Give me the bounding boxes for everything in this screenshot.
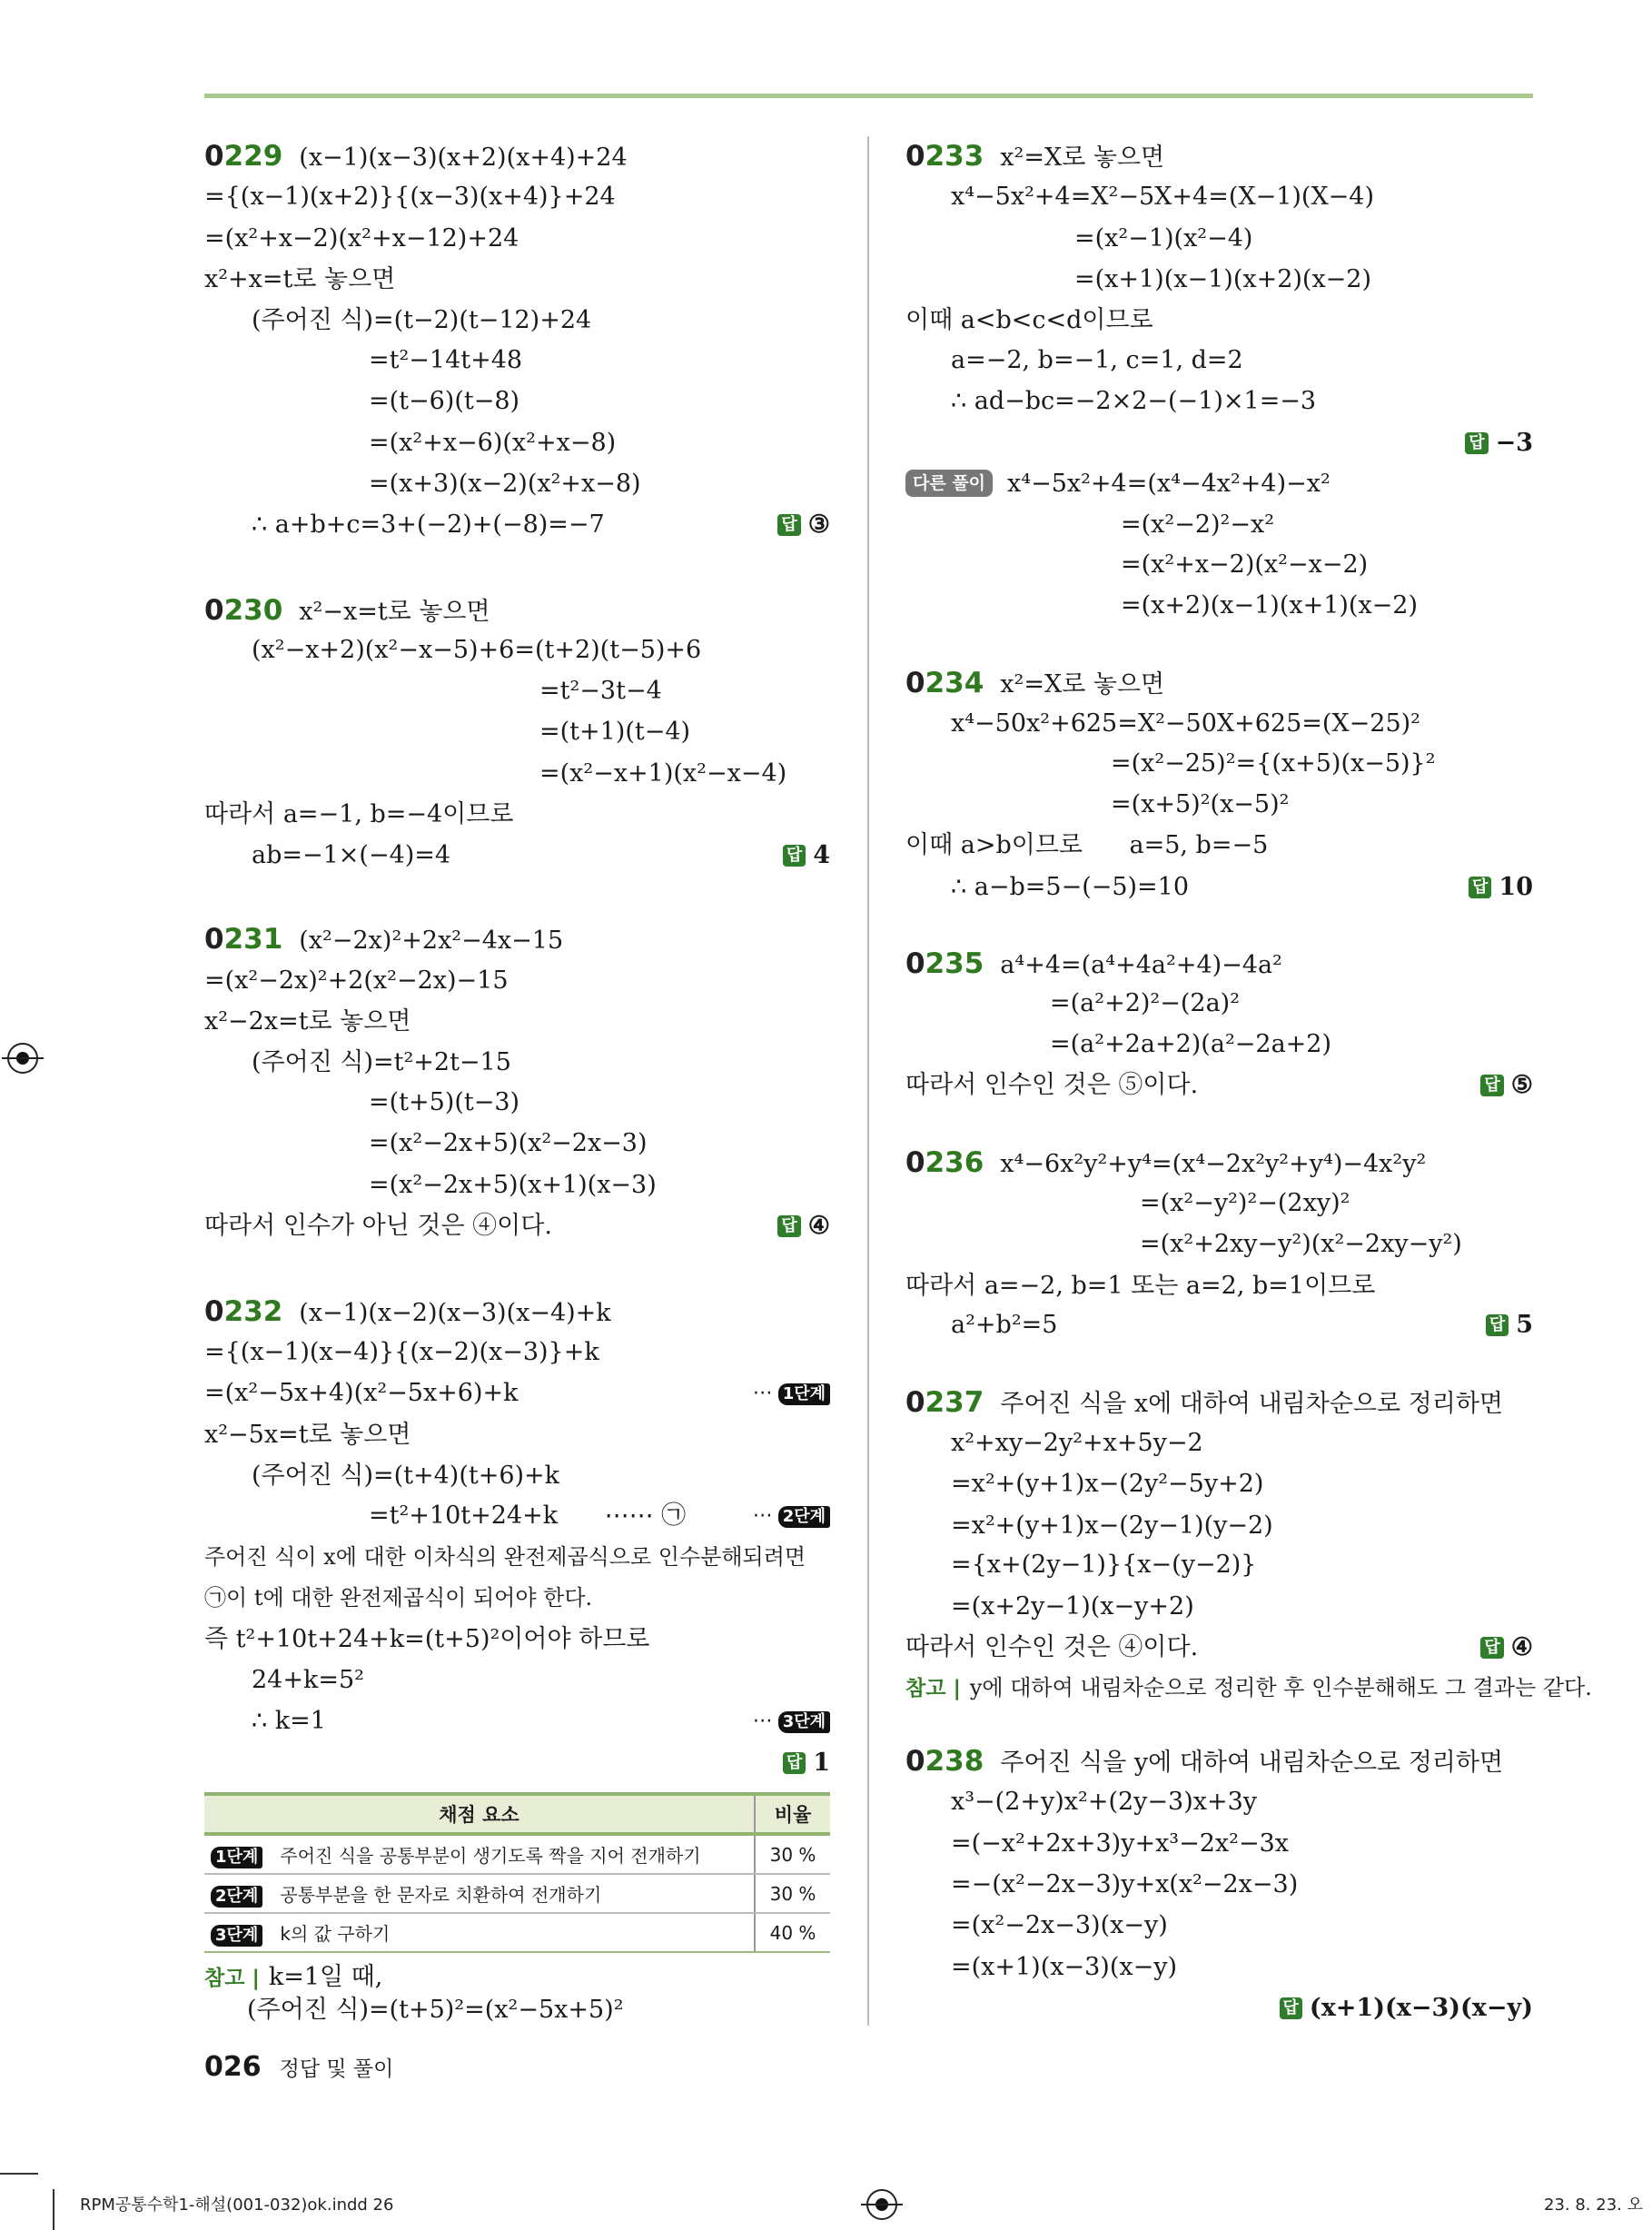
step-marker [753,1496,830,1536]
answer-badge: 답 [1480,1075,1503,1096]
line-text: =(x²−x+1)(x²−x−4) [539,759,787,788]
line-text: =(x+1)(x−1)(x+2)(x−2) [1074,265,1372,293]
line-text: =(x²−5x+4)(x²−5x+6)+k [204,1379,519,1407]
line-text: x²=X로 놓으면 [1000,670,1165,699]
solution-line [951,382,1316,421]
line-text: =(x²+x−2)(x²−x−2) [1121,550,1369,579]
solution-line [951,1865,1298,1905]
line-text: =(t+5)(t−3) [369,1088,520,1116]
line-text: a⁴+4=(a⁴+4a²+4)−4a² [1000,951,1282,979]
solution-line [204,1373,519,1413]
line-text: 24+k=5² [252,1666,364,1694]
solution-line [369,1165,657,1205]
solution-line [1140,1224,1462,1264]
line-text: =−(x²−2x−3)y+x(x²−2x−3) [951,1870,1299,1898]
line-text: =(x+2)(x−1)(x+1)(x−2) [1121,591,1419,619]
crop-mark [53,2189,54,2230]
step-badge: 2단계 [778,1506,830,1528]
solution-line [1121,545,1368,585]
line-text: =t²−14t+48 [369,346,523,374]
line-text: 따라서 인수가 아닌 것은 ④이다. [204,1212,552,1240]
solution-line [905,826,1268,866]
solution-line [252,1043,511,1083]
line-text: x²=X로 놓으면 [1000,144,1165,172]
solution-line [252,505,605,545]
line-text: =x²+(y+1)x−(2y²−5y+2) [951,1470,1264,1498]
problem-0231 [204,919,563,961]
solution-line [252,1660,364,1700]
line-text: a²+b²=5 [951,1311,1058,1339]
step-marker [753,1701,830,1741]
ratio-cell: 40 % [755,1913,830,1952]
solution-line [539,712,690,752]
answer-value: 5 [1516,1311,1533,1339]
step-badge: 3단계 [778,1711,830,1733]
line-text: ∴ a+b+c=3+(−2)+(−8)=−7 [252,510,605,539]
line-text: ∴ k=1 [252,1707,326,1735]
line-text: (x−1)(x−2)(x−3)(x−4)+k [299,1299,611,1327]
solution-line [905,1266,1375,1306]
line-text: k=1일 때, [268,1963,383,1991]
line-text: ∴ ad−bc=−2×2−(−1)×1=−3 [951,387,1317,415]
line-text: x²+xy−2y²+x+5y−2 [951,1429,1203,1457]
line-text: =(a²+2a+2)(a²−2a+2) [1050,1030,1331,1058]
solution-line [539,671,662,711]
answer-value: 4 [813,841,830,869]
slug-date: 23. 8. 23. 오 [1544,2195,1643,2215]
line-text: (x−1)(x−3)(x+2)(x+4)+24 [299,144,628,172]
line-text: x²−x=t로 놓으면 [299,598,490,626]
line-text: =(x+5)²(x−5)² [1111,790,1290,818]
solution-line [905,1628,1198,1668]
solution-line [1074,260,1371,300]
header-ratio: 비율 [755,1794,830,1834]
solution-line [951,1587,1194,1627]
criteria-text: k의 값 구하기 [280,1922,391,1945]
line-text: =(x+1)(x−3)(x−y) [951,1953,1177,1981]
problem-0234 [905,663,1164,705]
answer [1480,1628,1533,1668]
line-text: =(x²−y²)²−(2xy)² [1140,1189,1350,1217]
solution-line [204,1206,552,1246]
answer [1465,423,1533,463]
scoring-table [204,1792,830,1953]
step-badge: 3단계 [211,1925,262,1947]
line-text: =(a²+2)²−(2a)² [1050,989,1241,1017]
answer [1480,1065,1533,1105]
top-rule [204,94,1533,98]
line-text: =(x²−2x+5)(x²−2x−3) [369,1129,648,1157]
solution-line [1111,785,1289,825]
line-text: =(x+3)(x−2)(x²+x−8) [369,470,641,498]
line-text: 즉 t²+10t+24+k=(t+5)²이어야 하므로 [204,1625,650,1653]
solution-line [951,1948,1177,1987]
line-text: ∴ a−b=5−(−5)=10 [951,873,1190,901]
ratio-cell: 30 % [755,1874,830,1913]
solution-line [951,1906,1168,1946]
solution-line [951,341,1243,381]
solution-line [204,1333,599,1373]
answer-value: 10 [1499,873,1533,901]
criteria-text: 주어진 식을 공통부분이 생기도록 짝을 지어 전개하기 [280,1844,701,1867]
problem-number: 0229 [204,140,283,173]
table-row [204,1834,830,1874]
line-text: =t²−3t−4 [539,677,662,705]
answer [783,1743,830,1783]
line-text: a=−2, b=−1, c=1, d=2 [951,346,1243,374]
step-badge: 2단계 [211,1886,262,1908]
solution-line [204,260,395,300]
step-badge: 1단계 [211,1847,262,1868]
line-text: =(x²+2xy−y²)(x²−2xy−y²) [1140,1230,1462,1258]
solution-line [204,961,509,1001]
line-text: 주어진 식을 y에 대하여 내림차순으로 정리하면 [1000,1749,1504,1777]
header-criteria: 채점 요소 [204,1794,755,1834]
line-text: x⁴−5x²+4=(x⁴−4x²+4)−x² [1007,470,1331,498]
line-text: x²+x=t로 놓으면 [204,265,396,293]
answer [1280,1988,1533,2028]
solution-line [951,1545,1256,1585]
crop-mark [0,2173,38,2175]
solution-line [951,1782,1257,1822]
line-text: x²−5x=t로 놓으면 [204,1421,411,1449]
solution-line [204,795,513,835]
step-marker [753,1373,830,1413]
solution-line [369,341,522,381]
solution-line [951,177,1374,217]
problem-number: 0234 [905,667,984,699]
registration-mark-icon [866,2189,897,2220]
line-text: ={x+(2y−1)}{x−(y−2)} [951,1551,1257,1579]
line-text: (주어진 식)=(t+5)²=(x²−5x+5)² [247,1996,624,2024]
solution-line [951,1423,1203,1463]
answer [777,1206,830,1246]
line-text: 주어진 식이 x에 대한 이차식의 완전제곱식으로 인수분해되려면 [204,1544,806,1570]
answer-badge: 답 [1465,432,1488,454]
solution-line [204,177,616,217]
solution-line [1121,586,1418,626]
line-text: =(t−6)(t−8) [369,387,520,415]
answer-badge: 답 [1480,1637,1503,1659]
answer [777,505,830,545]
line-text: 이때 a>b이므로 a=5, b=−5 [905,831,1269,859]
answer-value: ④ [807,1212,830,1240]
solution-line [1074,219,1252,259]
solution-line [1140,1184,1350,1224]
answer-value: −3 [1495,429,1533,457]
solution-line [369,464,641,504]
line-text: =x²+(y+1)x−(2y−1)(y−2) [951,1511,1273,1540]
solution-line [951,1506,1273,1546]
note-label: 참고 | [204,1967,260,1990]
section-title: 정답 및 풀이 [279,2057,394,2081]
solution-line [905,1065,1198,1105]
solution-line [369,1496,686,1536]
answer-value: 1 [813,1749,830,1777]
solution-line [252,1456,559,1496]
line-text: (x²−2x)²+2x²−4x−15 [299,927,564,955]
line-text: x⁴−50x²+625=X²−50X+625=(X−25)² [951,709,1420,738]
line-text: =(x²−2x−3)(x−y) [951,1911,1168,1939]
line-text: =(x²+x−2)(x²+x−12)+24 [204,224,519,253]
note-label: 참고 | [905,1677,961,1700]
solution-line [905,301,1153,341]
registration-mark-icon [7,1043,38,1074]
solution-line [369,1083,519,1123]
table-row [204,1874,830,1913]
solution-line [1121,505,1274,545]
problem-0237 [905,1383,1503,1424]
answer-badge: 답 [1280,1997,1302,2019]
problem-0236 [905,1143,1426,1184]
line-text: 이때 a<b<c<d이므로 [905,306,1153,334]
line-text: =(−x²+2x+3)y+x³−2x²−3x [951,1829,1290,1858]
problem-0238 [905,1741,1503,1783]
line-text: ㉠이 t에 대한 완전제곱식이 되어야 한다. [204,1585,593,1611]
solution-line [204,1620,649,1660]
answer [1486,1305,1533,1345]
solution-line [369,423,616,463]
solution-line [905,1668,1592,1709]
solution-line [204,1537,806,1577]
solution-line [204,219,519,259]
answer-value: ③ [807,510,830,539]
solution-line [204,1578,592,1618]
solution-line [951,1464,1263,1504]
criteria-text: 공통부분을 한 문자로 치환하여 전개하기 [280,1883,602,1906]
solution-line [1111,744,1436,784]
line-text: 따라서 a=−1, b=−4이므로 [204,800,514,828]
solution-line [247,1990,624,2030]
answer-value: ⑤ [1510,1071,1533,1099]
problem-number: 0233 [905,140,984,173]
line-text: =t²+10t+24+k ⋯⋯ ㉠ [369,1502,687,1530]
step-badge: 1단계 [778,1383,830,1405]
line-text: =(x+2y−1)(x−y+2) [951,1592,1194,1620]
solution-line [1050,984,1240,1024]
ratio-cell: 30 % [755,1834,830,1874]
solution-line [951,1824,1289,1864]
solution-line [951,867,1189,907]
answer-badge: 답 [777,1215,800,1237]
answer-value: (x+1)(x−3)(x−y) [1309,1994,1533,2022]
line-text: =(x²+x−6)(x²+x−8) [369,429,617,457]
problem-0230 [204,590,490,632]
line-text: 주어진 식을 x에 대하여 내림차순으로 정리하면 [1000,1390,1503,1418]
solution-line [204,1002,411,1042]
answer [1469,867,1533,907]
line-text: x⁴−6x²y²+y⁴=(x⁴−2x²y²+y⁴)−4x²y² [1000,1150,1427,1178]
line-text: 따라서 인수인 것은 ④이다. [905,1633,1199,1661]
problem-0235 [905,944,1282,986]
line-text: x³−(2+y)x²+(2y−3)x+3y [951,1788,1258,1816]
line-text: x⁴−5x²+4=X²−5X+4=(X−1)(X−4) [951,183,1375,211]
problem-number: 0231 [204,923,283,956]
alt-solution-badge: 다른 풀이 [905,470,993,497]
line-text: ={(x−1)(x+2)}{(x−3)(x+4)}+24 [204,183,616,211]
solution-line [951,704,1420,744]
line-text: =(x²−2x)²+2(x²−2x)−15 [204,966,509,995]
problem-number: 0236 [905,1146,984,1179]
line-text: ={(x−1)(x−4)}{(x−2)(x−3)}+k [204,1338,599,1366]
answer-badge: 답 [777,514,800,536]
step-dots: ⋯ [752,1504,773,1527]
answer-value: ④ [1510,1633,1533,1661]
solution-line [369,1124,648,1164]
problem-0232 [204,1292,611,1333]
problem-number: 0230 [204,594,283,627]
solution-line [539,754,786,794]
answer-badge: 답 [783,1752,806,1774]
line-text: =(x²−2)²−x² [1121,510,1275,539]
page-number: 026 [204,2051,262,2083]
solution-line [252,1701,326,1741]
solution-line [905,464,1331,504]
line-text: (주어진 식)=t²+2t−15 [252,1048,511,1076]
answer-badge: 답 [1469,877,1491,898]
answer [783,836,830,876]
step-dots: ⋯ [752,1382,773,1404]
problem-number: 0235 [905,947,984,980]
problem-number: 0238 [905,1745,984,1778]
line-text: 따라서 인수인 것은 ⑤이다. [905,1071,1199,1099]
line-text: 따라서 a=−2, b=1 또는 a=2, b=1이므로 [905,1272,1376,1300]
step-dots: ⋯ [752,1710,773,1732]
line-text: (주어진 식)=(t+4)(t+6)+k [252,1462,560,1490]
line-text: =(x²−2x+5)(x+1)(x−3) [369,1171,657,1199]
column-divider [867,136,869,2026]
line-text: y에 대하여 내림차순으로 정리한 후 인수분해해도 그 결과는 같다. [969,1675,1592,1700]
slug-filename: RPM공통수학1-해설(001-032)ok.indd 26 [80,2195,394,2215]
solution-line [951,1305,1057,1345]
line-text: =(t+1)(t−4) [539,718,691,746]
solution-line [252,630,701,670]
problem-number: 0237 [905,1386,984,1419]
answer-badge: 답 [1486,1314,1509,1336]
solution-line [1050,1025,1331,1065]
line-text: x²−2x=t로 놓으면 [204,1007,411,1036]
line-text: =(x²−1)(x²−4) [1074,224,1253,253]
problem-0233 [905,136,1164,178]
line-text: ab=−1×(−4)=4 [252,841,451,869]
solution-line [369,382,519,421]
line-text: =(x²−25)²={(x+5)(x−5)}² [1111,749,1436,778]
solution-line [252,836,450,876]
line-text: (x²−x+2)(x²−x−5)+6=(t+2)(t−5)+6 [252,636,702,664]
problem-0229 [204,136,628,178]
problem-number: 0232 [204,1295,283,1328]
solution-line [204,1415,411,1455]
table-row [204,1913,830,1952]
line-text: (주어진 식)=(t−2)(t−12)+24 [252,306,592,334]
solution-line [252,301,591,341]
answer-badge: 답 [783,845,806,867]
page-footer [204,2051,393,2083]
